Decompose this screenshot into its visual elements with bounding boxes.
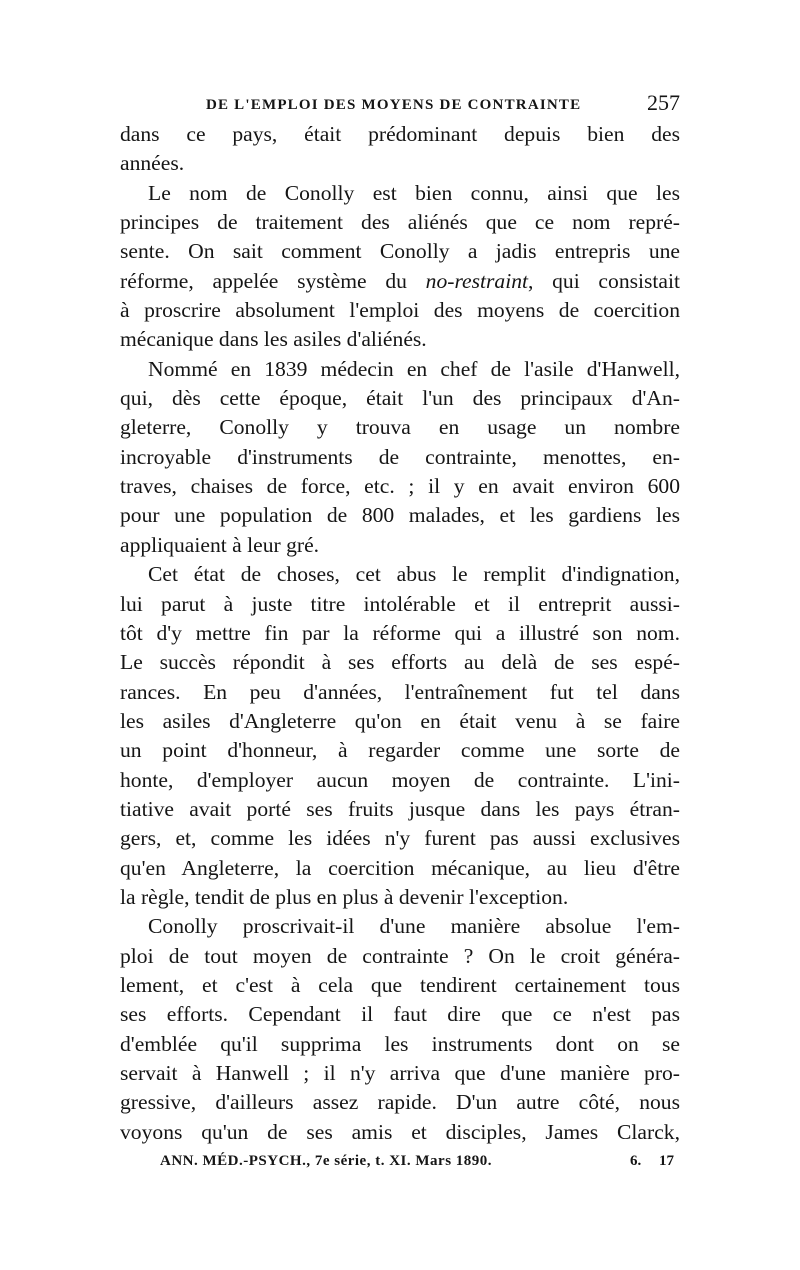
text-line: sente. On sait comment Conolly a jadis entrepris une: [120, 239, 680, 264]
text-line: ses efforts. Cependant il faut dire que ce n'est pas: [120, 1002, 680, 1027]
signature-mark: 6. 17: [630, 1153, 674, 1170]
paragraph: [120, 355, 680, 560]
text-line: réforme, appelée système du no-restraint, qui consistait: [120, 268, 681, 293]
text-line: tiative avait porté ses fruits jusque dans les pays étran-: [120, 796, 680, 821]
text-line: lement, et c'est à cela que tendirent certainement tous: [120, 972, 680, 997]
text-line: incroyable d'instruments de contrainte, menottes, en-: [120, 444, 680, 469]
text-line: la règle, tendit de plus en plus à devenir l'exception.: [120, 884, 569, 909]
text-line: qu'en Angleterre, la coercition mécanique, au lieu d'être: [120, 855, 680, 880]
italic-term: no-restraint: [425, 268, 529, 293]
text-line: les asiles d'Angleterre qu'on en était venu à se faire: [120, 708, 680, 733]
paragraph: [120, 179, 680, 355]
text-line: principes de traitement des aliénés que ce nom repré-: [120, 210, 680, 235]
paragraph: [120, 912, 680, 1147]
text-line: honte, d'employer aucun moyen de contrainte. L'ini-: [120, 767, 680, 792]
text-line: rances. En peu d'années, l'entraînement fut tel dans: [120, 679, 680, 704]
paragraph: [120, 120, 680, 179]
running-header: [120, 88, 680, 120]
running-title: DE L'EMPLOI DES MOYENS DE CONTRAINTE: [206, 97, 582, 113]
text-line: années.: [120, 151, 185, 176]
text-line: à proscrire absolument l'emploi des moyens de coercition: [120, 298, 680, 323]
text-line: traves, chaises de force, etc. ; il y en avait environ 600: [120, 474, 680, 499]
page-number: 257: [647, 90, 680, 115]
text-line: d'emblée qu'il supprima les instruments dont on se: [120, 1031, 680, 1056]
text-line: servait à Hanwell ; il n'y arriva que d'une manière pro-: [120, 1061, 680, 1085]
body-text: [120, 120, 680, 1147]
paragraph: [120, 560, 680, 912]
text-line: gressive, d'ailleurs assez rapide. D'un autre côté, nous: [120, 1090, 680, 1115]
journal-citation: ANN. MÉD.-PSYCH., 7e série, t. XI. Mars 1890.: [160, 1153, 493, 1170]
text-line: mécanique dans les asiles d'aliénés.: [120, 327, 427, 352]
text-line: lui parut à juste titre intolérable et il entreprit aussi-: [120, 591, 680, 616]
text-line: un point d'honneur, à regarder comme une sorte de: [120, 738, 680, 763]
text-line: qui, dès cette époque, était l'un des principaux d'An-: [120, 386, 680, 411]
text-line: gers, et, comme les idées n'y furent pas aussi exclusives: [120, 826, 680, 851]
text-line: appliquaient à leur gré.: [120, 532, 320, 557]
text-line: Le succès répondit à ses efforts au delà de ses espé-: [120, 650, 680, 675]
book-page: [120, 88, 680, 1181]
text-line: pour une population de 800 malades, et les gardiens les: [120, 503, 680, 528]
text-line: Le nom de Conolly est bien connu, ainsi que les: [148, 180, 680, 205]
text-line: Nommé en 1839 médecin en chef de l'asile d'Hanwell,: [148, 356, 680, 381]
text-line: Cet état de choses, cet abus le remplit d'indignation,: [148, 562, 680, 587]
text-line: tôt d'y mettre fin par la réforme qui a illustré son nom.: [120, 620, 680, 645]
text-line: gleterre, Conolly y trouva en usage un nombre: [120, 415, 680, 440]
text-line: ploi de tout moyen de contrainte ? On le croit généra-: [120, 943, 680, 968]
text-line: Conolly proscrivait-il d'une manière absolue l'em-: [148, 914, 680, 939]
text-line: voyons qu'un de ses amis et disciples, James Clarck,: [120, 1119, 680, 1144]
text-line: dans ce pays, était prédominant depuis bien des: [120, 122, 680, 146]
page-footer: [120, 1151, 680, 1181]
